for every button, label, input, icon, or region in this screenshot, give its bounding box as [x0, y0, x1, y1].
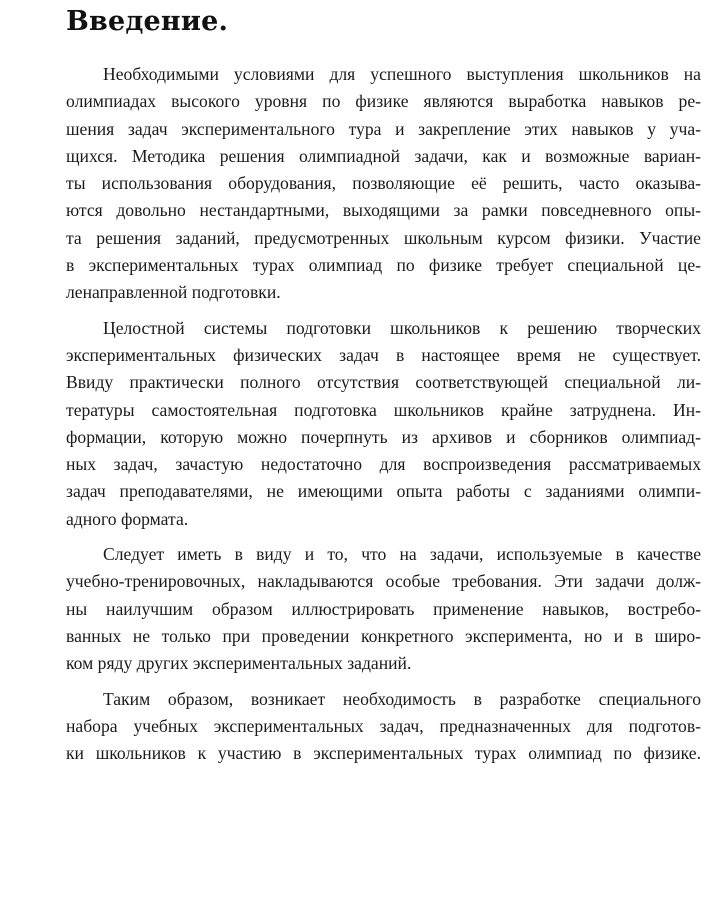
text-line: формации, которую можно почерпнуть из архивов и сборников олимпиад-: [66, 426, 701, 447]
text-line: ком ряду других экспериментальных заданий.: [66, 653, 412, 674]
text-line: Таким образом, возникает необходимость в разработке специального: [103, 688, 701, 709]
text-line: задач преподавателями, не имеющими опыта работы с заданиями олимпи-: [66, 481, 701, 502]
paragraph-3: [66, 541, 701, 677]
text-line: ты использования оборудования, позволяющие её решить, часто оказыва-: [66, 173, 701, 194]
text-line: шения задач экспериментального тура и закрепление этих навыков у уча-: [66, 118, 701, 139]
text-line: Необходимыми условиями для успешного выступления школьников на: [103, 64, 701, 84]
text-line: тературы самостоятельная подготовка школьников крайне затруднена. Ин-: [66, 399, 701, 420]
text-line: учебно-тренировочных, накладываются особые требования. Эти задачи долж-: [66, 571, 701, 592]
text-line: Ввиду практически полного отсутствия соответствующей специальной ли-: [66, 372, 701, 393]
text-line: Следует иметь в виду и то, что на задачи, используемые в качестве: [103, 544, 701, 565]
paragraph-4: [66, 686, 701, 768]
text-line: олимпиадах высокого уровня по физике являются выработка навыков ре-: [66, 91, 701, 112]
text-line: ных задач, зачастую недостаточно для воспроизведения рассматриваемых: [66, 454, 701, 475]
paragraph-1: [66, 61, 701, 307]
text-line: ки школьников к участию в экспериментальных турах олимпиад по физике.: [66, 743, 701, 764]
text-line: набора учебных экспериментальных задач, предназначенных для подготов-: [66, 715, 701, 736]
text-line: ны наилучшим образом иллюстрировать применение навыков, востребо-: [66, 598, 701, 619]
text-line: экспериментальных физических задач в настоящее время не существует.: [66, 344, 701, 365]
section-heading: Введение.: [66, 6, 229, 37]
body-text: [66, 61, 701, 767]
text-line: адного формата.: [66, 508, 189, 529]
text-line: в экспериментальных турах олимпиад по физике требует специальной це-: [66, 255, 701, 276]
text-line: Целостной системы подготовки школьников к решению творческих: [103, 317, 701, 338]
text-line: ленаправленной подготовки.: [66, 282, 281, 303]
paragraph-2: [66, 315, 701, 533]
text-line: та решения заданий, предусмотренных школьным курсом физики. Участие: [66, 227, 701, 248]
text-line: ются довольно нестандартными, выходящими за рамки повседневного опы-: [66, 200, 701, 221]
text-line: щихся. Методика решения олимпиадной задачи, как и возможные вариан-: [66, 145, 701, 166]
text-line: ванных не только при проведении конкретного эксперимента, но и в широ-: [66, 625, 701, 646]
